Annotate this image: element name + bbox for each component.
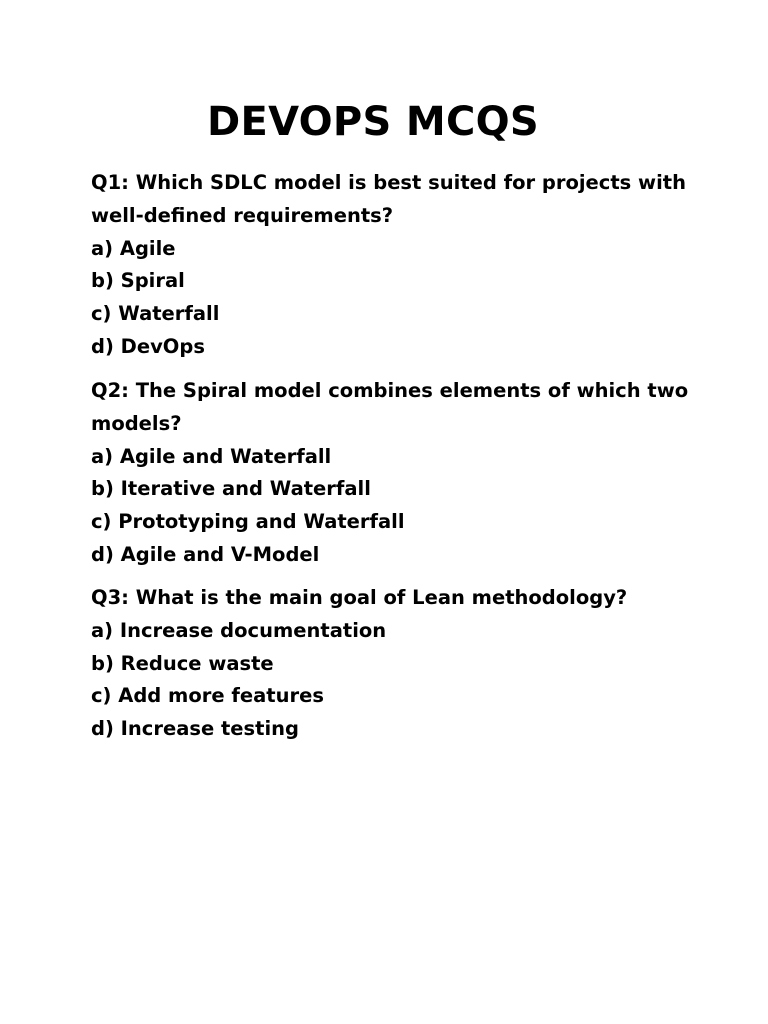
- question-3-option-b: b) Reduce waste: [91, 651, 274, 675]
- question-2-option-a: a) Agile and Waterfall: [91, 444, 332, 468]
- question-block-1: [91, 167, 711, 364]
- question-3-option-d: d) Increase testing: [91, 717, 299, 741]
- question-2-option-c: c) Prototyping and Waterfall: [91, 510, 405, 534]
- question-3-option-a: a) Increase documentation: [91, 618, 387, 642]
- question-2-option-d: d) Agile and V-Model: [91, 542, 320, 566]
- question-1-option-a: a) Agile: [91, 236, 176, 260]
- question-3-option-c: c) Add more features: [91, 684, 324, 708]
- question-1-option-c: c) Waterfall: [91, 302, 220, 326]
- question-1-option-d: d) DevOps: [91, 334, 205, 358]
- question-block-3: [91, 582, 711, 746]
- question-2-text-line-2: models?: [91, 411, 182, 435]
- question-3-text-line-1: Q3: What is the main goal of Lean methodology?: [91, 586, 628, 609]
- question-1-option-b: b) Spiral: [91, 269, 185, 293]
- question-1-text-line-1: Q1: Which SDLC model is best suited for projects with: [91, 171, 686, 194]
- question-2-text-line-1: Q2: The Spiral model combines elements of which two: [91, 379, 689, 402]
- page-title: DEVOPS MCQS: [206, 99, 540, 145]
- question-1-text-line-2: well-defined requirements?: [91, 203, 394, 227]
- question-2-option-b: b) Iterative and Waterfall: [91, 477, 371, 501]
- question-block-2: [91, 375, 711, 572]
